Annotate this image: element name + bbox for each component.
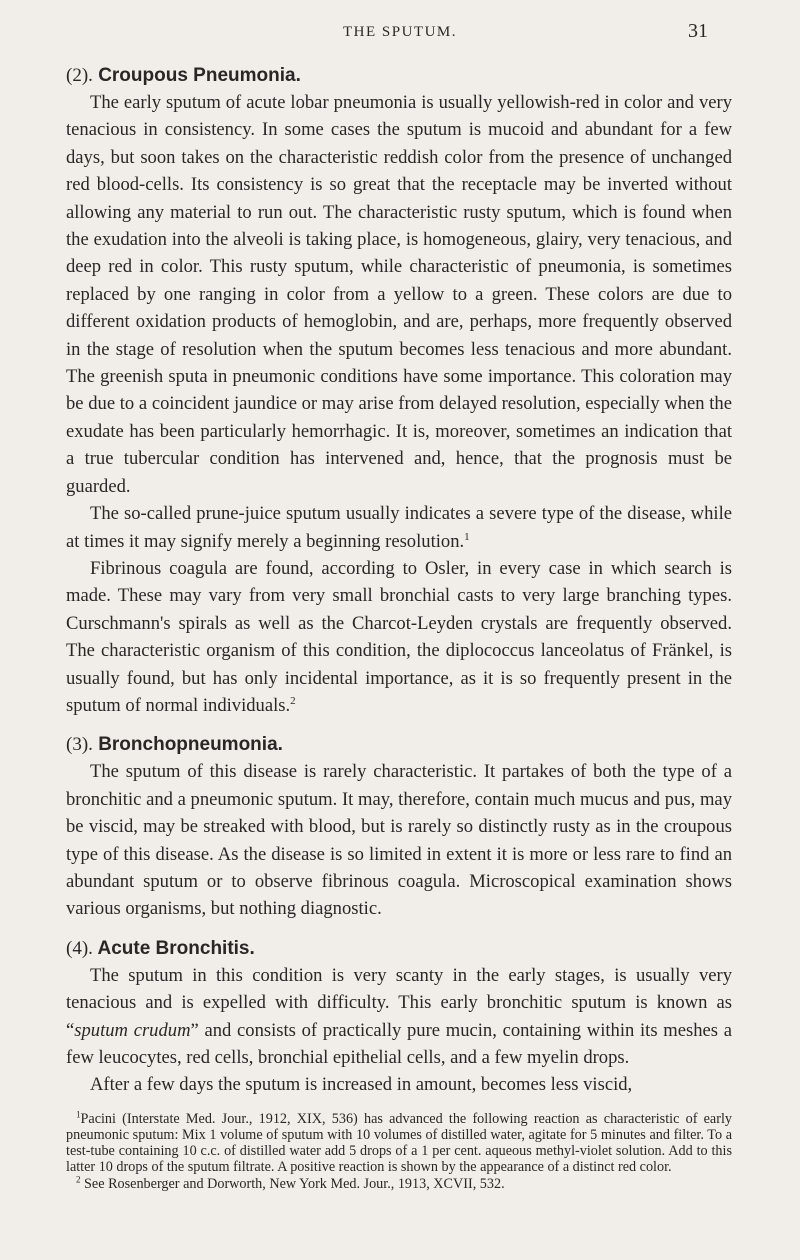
footnote-ref: 1	[464, 530, 470, 543]
section-croupous-pneumonia	[66, 62, 732, 719]
paragraph-text: The sputum in this condition is very scanty in the early stages, is usually very tenacious and is expelled with difficulty. This early bronchitic sputum is known as “	[66, 964, 732, 1041]
paragraph-text: Fibrinous coagula are found, according to Osler, in every case in which search is made. These may vary from very small bronchial casts to very large branching types. Curschmann's spirals as well as the Charcot-Leyden crystals are frequently observed. The characteristic organism of this condition, the diplococcus lanceolatus of Fränkel, is usually found, but has only incidental importance, as it is so frequently present in the sputum of normal individuals.	[66, 557, 732, 716]
latin-term: sputum crudum	[74, 1019, 191, 1041]
section-number: (4).	[66, 937, 93, 959]
paragraph-text: ” and consists of practically pure mucin, containing within its meshes a few leucocytes, red cells, bronchial epithelial cells, and a few myelin drops.	[66, 1019, 732, 1068]
body-text	[66, 62, 732, 1192]
page-number: 31	[688, 20, 708, 42]
footnotes	[66, 1111, 732, 1192]
section-title: Bronchopneumonia.	[98, 734, 283, 756]
paragraph-text: The sputum of this disease is rarely characteristic. It partakes of both the type of a bronchitic and a pneumonic sputum. It may, therefore, contain much mucus and pus, may be viscid, may be streaked with blood, but is rarely so distinctly rusty as in the croupous type of this disease. As the disease is so limited in extent it is more or less rare to find an abundant sputum or to observe fibrinous coagula. Microscopical examination shows various organisms, but nothing diagnostic.	[66, 761, 732, 920]
section-title: Croupous Pneumonia.	[98, 65, 301, 86]
paragraph	[66, 555, 732, 719]
footnote-text: Pacini (Interstate Med. Jour., 1912, XIX, 536) has advanced the following reaction as characteristic of early pneumonic sputum: Mix 1 volume of sputum with 10 volumes of distilled water, agitate for 5 minutes and filter. To a test-tube containing 10 c.c. of distilled water add 5 drops of a 1 per cent. aqueous methyl-violet solution. Add to this latter 10 drops of the sputum filtrate. A positive reaction is shown by the appearance of a distinct red color.	[66, 1110, 732, 1176]
paragraph-text: After a few days the sputum is increased in amount, becomes less viscid,	[90, 1074, 633, 1096]
section-bronchopneumonia	[66, 731, 732, 922]
paragraph	[66, 1071, 732, 1098]
section-heading	[66, 62, 732, 89]
paragraph	[66, 89, 732, 500]
section-heading	[66, 731, 732, 758]
paragraph	[66, 962, 732, 1072]
paragraph-text: The so-called prune-juice sputum usually indicates a severe type of the disease, while at times it may signify merely a beginning resolution.	[66, 503, 732, 552]
footnote	[66, 1173, 732, 1192]
running-head: THE SPUTUM.	[342, 24, 457, 40]
section-number: (2).	[66, 65, 93, 86]
section-title: Acute Bronchitis.	[97, 937, 255, 959]
section-heading	[66, 935, 732, 962]
footnote-text: See Rosenberger and Dorworth, New York Med. Jour., 1913, XCVII, 532.	[84, 1175, 505, 1192]
paragraph	[66, 758, 732, 922]
paragraph-text: The early sputum of acute lobar pneumonia is usually yellowish-red in color and very tenacious in consistency. In some cases the sputum is mucoid and abundant for a few days, but soon takes on the characteristic reddish color from the presence of unchanged red blood-cells. Its consistency is so great that the receptacle may be inverted without allowing any material to run out. The characteristic rusty sputum, which is found when the exudation into the alveoli is taking place, is homogeneous, glairy, very tenacious, and deep red in color. This rusty sputum, while characteristic of pneumonia, is sometimes replaced by one ranging in color from a yellow to a green. These colors are due to different oxidation products of hemoglobin, and are, perhaps, more frequently observed in the stage of resolution when the sputum becomes less tenacious and more abundant. The greenish sputa in pneumonic conditions have some importance. This coloration may be due to a coincident jaundice or may arise from delayed resolution, especially when the exudate has been particularly hemorrhagic. It is, moreover, sometimes an indication that a true tubercular condition has intervened and, hence, that the prognosis must be guarded.	[66, 92, 732, 497]
section-acute-bronchitis	[66, 935, 732, 1099]
paragraph	[66, 500, 732, 555]
footnote-mark: 1	[76, 1109, 81, 1120]
footnote-mark: 2	[76, 1173, 81, 1184]
footnote-ref: 2	[290, 694, 296, 707]
footnote	[66, 1111, 732, 1176]
section-number: (3).	[66, 734, 93, 756]
